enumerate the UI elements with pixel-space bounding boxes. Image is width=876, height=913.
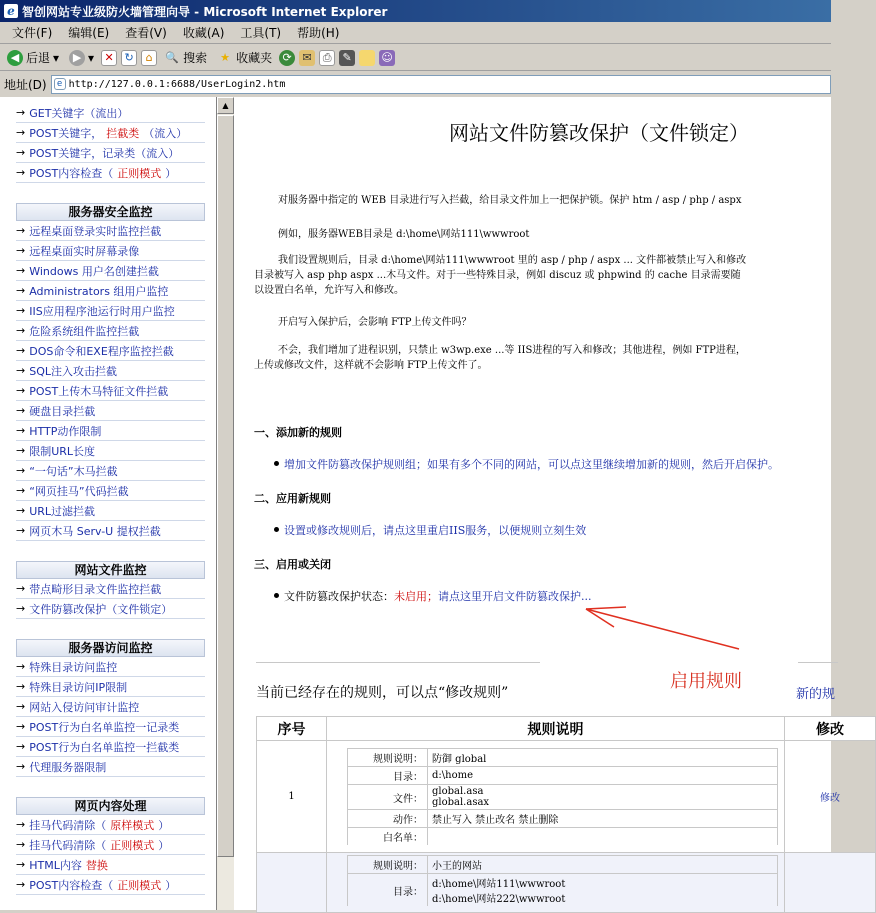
rule-file: global.asa [432,786,484,797]
sidebar-item-label: POST关键字， [29,126,103,140]
table-header-row [257,717,876,741]
sidebar-item[interactable] [16,241,205,261]
arrow-right-icon: → [16,838,26,851]
arrow-right-icon: → [16,384,26,397]
sidebar-item-label: 挂马代码清除（ [29,838,107,852]
rule-desc: 防御 global [428,749,778,767]
forward-button[interactable]: ▶ ▾ [66,50,97,66]
sidebar-gap [16,183,205,203]
menu-file[interactable]: 文件(F) [12,26,53,40]
sidebar-item-suffix: ） [158,818,170,832]
sidebar-item[interactable] [16,677,205,697]
sidebar-item-highlight: 拦截类 [106,126,140,140]
sidebar-item-highlight: 正则模式 [117,166,162,180]
section-apply-rule: 二、应用新规则 [254,492,331,505]
col-modify: 修改 [785,717,876,741]
arrow-right-icon: → [16,404,26,417]
annotation-arrow-icon [574,597,744,657]
sidebar-item-label: Administrators 组用户监控 [29,284,169,298]
sidebar-item-label: GET关键字（流出） [29,106,129,120]
sidebar-item-suffix: ） [165,166,177,180]
rule-dir: d:\home [428,767,778,785]
protection-status [284,588,592,604]
section-add-rule: 一、添加新的规则 [254,426,342,439]
arrow-right-icon: → [16,224,26,237]
sidebar-item[interactable] [16,579,205,599]
key-desc: 规则说明： [348,856,428,874]
divider-left [256,662,540,663]
restart-iis-link[interactable]: 设置或修改规则后，请点这里重启IIS服务，以便规则立刻生效 [284,524,587,537]
sidebar-item[interactable] [16,855,205,875]
sidebar-item[interactable] [16,697,205,717]
sidebar-item[interactable] [16,301,205,321]
address-label: 地址(D) [4,77,47,92]
intro-paragraph: 对服务器中指定的 WEB 目录进行写入拦截，给目录文件加上一把保护锁。保护 htm / asp / php / aspx [278,195,742,206]
search-button[interactable] [161,49,210,66]
sidebar-item[interactable] [16,737,205,757]
sidebar-item-label: 远程桌面登录实时监控拦截 [29,224,162,238]
sidebar-item[interactable] [16,717,205,737]
sidebar-item[interactable] [16,875,205,895]
back-button[interactable]: ◀ 后退 ▾ [4,49,62,66]
back-label: 后退 [26,51,51,65]
sidebar-gap [16,541,205,561]
arrow-right-icon: → [16,146,26,159]
menu-help[interactable]: 帮助(H) [297,26,340,40]
arrow-right-icon: → [16,660,26,673]
status-value: 未启用； [394,590,438,603]
rule-files [428,785,778,810]
arrow-right-icon: → [16,484,26,497]
sidebar-item-label: 挂马代码清除（ [29,818,107,832]
menu-view[interactable]: 查看(V) [125,26,167,40]
window-titlebar [0,0,831,22]
annotation-enable-rule: 启用规则 [670,671,742,692]
sidebar-item[interactable] [16,599,205,619]
table-row [257,741,876,853]
sidebar-item-label: 硬盘目录拦截 [29,404,96,418]
sidebar-item[interactable] [16,501,205,521]
sidebar-item[interactable] [16,261,205,281]
mail-icon[interactable]: ✉ [299,50,315,66]
sidebar-header-web: 网页内容处理 [16,797,205,815]
sidebar-scrollbar[interactable] [217,97,234,910]
sidebar-item[interactable] [16,461,205,481]
address-input[interactable] [51,75,831,94]
ie-icon: e [4,4,18,18]
arrow-right-icon: → [16,464,26,477]
sidebar-gap [16,619,205,639]
scroll-up-icon[interactable]: ▲ [217,97,234,114]
arrow-right-icon: → [16,602,26,615]
sidebar-item[interactable] [16,163,205,183]
col-no: 序号 [257,717,327,741]
edit-icon[interactable]: ✎ [339,50,355,66]
sidebar-item-label: 代理服务器限制 [29,760,107,774]
key-dir: 目录： [348,874,428,907]
key-desc: 规则说明： [348,749,428,767]
sidebar-item[interactable] [16,341,205,361]
sidebar-item[interactable] [16,361,205,381]
sidebar-item-label: SQL注入攻击拦截 [29,364,117,378]
arrow-right-icon: → [16,424,26,437]
existing-rules-caption: 当前已经存在的规则，可以点“修改规则” [256,685,509,701]
address-bar [0,72,831,96]
arrow-right-icon: → [16,264,26,277]
example-paragraph: 例如，服务器WEB目录是 d:\home\网站111\wwwroot [278,229,530,240]
sidebar-item[interactable] [16,281,205,301]
sidebar-item-label: 网站入侵访问审计监控 [29,700,140,714]
arrow-right-icon: → [16,324,26,337]
sidebar-item-label: Windows 用户名创建拦截 [29,264,159,278]
rule-file: global.asax [432,797,490,808]
sidebar-item[interactable] [16,657,205,677]
arrow-right-icon: → [16,680,26,693]
print-icon[interactable]: ⎙ [319,50,335,66]
sidebar-item-label: 文件防篡改保护（文件锁定） [29,602,173,616]
sidebar-item-highlight: 正则模式 [110,838,155,852]
divider-right [798,662,838,663]
forward-arrow-icon: ▶ [69,50,85,66]
section-enable: 三、启用或关闭 [254,558,331,571]
row-number: 1 [257,741,327,853]
arrow-right-icon: → [16,126,26,139]
modify-link[interactable]: 修改 [785,741,876,853]
sidebar-item-label: DOS命令和EXE程序监控拦截 [29,344,174,358]
search-label: 搜索 [183,51,208,65]
arrow-right-icon: → [16,760,26,773]
menu-edit[interactable]: 编辑(E) [68,26,110,40]
arrow-right-icon: → [16,504,26,517]
arrow-right-icon: → [16,344,26,357]
arrow-right-icon: → [16,878,26,891]
ftp-answer-2: 上传或修改文件，这样就不会影响 FTP上传文件了。 [254,360,488,371]
sidebar-item-label: 带点畸形目录文件监控拦截 [29,582,162,596]
arrow-right-icon: → [16,244,26,257]
key-files: 文件： [348,785,428,810]
rule-detail-cell [327,741,785,853]
search-icon: 🔍 [165,51,179,64]
sidebar-item-label: URL过滤拦截 [29,504,96,518]
sidebar-item[interactable] [16,521,205,541]
sidebar-item-label: 特殊目录访问IP限制 [29,680,128,694]
sidebar-item[interactable] [16,815,205,835]
enable-protection-link[interactable]: 请点这里开启文件防篡改保护... [438,590,592,603]
menu-bar [0,22,831,44]
sidebar-item[interactable] [16,321,205,341]
sidebar-item[interactable] [16,835,205,855]
sidebar-item-label: POST内容检查（ [29,166,114,180]
key-dir: 目录： [348,767,428,785]
page-icon: e [54,78,66,90]
arrow-right-icon: → [16,106,26,119]
rules-table [256,716,876,913]
rule-desc: 小王的网站 [428,856,778,874]
sidebar-header-server: 服务器安全监控 [16,203,205,221]
sidebar-item-label: POST上传木马特征文件拦截 [29,384,169,398]
main-content [234,97,844,910]
sidebar-item[interactable] [16,381,205,401]
sidebar-item[interactable] [16,481,205,501]
sidebar-item-label: POST行为白名单监控一记录类 [29,720,180,734]
sidebar-item-highlight: 原样模式 [110,818,155,832]
status-label: 文件防篡改保护状态： [284,590,394,603]
add-rule-link[interactable]: 增加文件防篡改保护规则组；如果有多个不同的网站，可以点这里继续增加新的规则，然后开启保护。 [284,458,779,471]
sidebar-item-label: POST行为白名单监控一拦截类 [29,740,180,754]
sidebar-item[interactable] [16,421,205,441]
new-rule-link[interactable]: 新的规 [796,687,836,702]
sidebar-item-label: 远程桌面实时屏幕录像 [29,244,140,258]
refresh-icon[interactable]: ↻ [121,50,137,66]
arrow-right-icon: → [16,700,26,713]
arrow-right-icon: → [16,166,26,179]
sidebar-item[interactable] [16,123,205,143]
col-desc: 规则说明 [327,717,785,741]
arrow-right-icon: → [16,444,26,457]
modify-cell [785,853,876,913]
detail-line-1: 我们设置规则后，目录 d:\home\网站111\wwwroot 里的 asp / php / aspx ... 文件都被禁止写入和修改 [278,255,747,266]
sidebar-item[interactable] [16,143,205,163]
address-url: http://127.0.0.1:6688/UserLogin2.htm [68,78,286,90]
arrow-right-icon: → [16,284,26,297]
rule-detail [347,855,778,906]
key-whitelist: 白名单： [348,828,428,846]
rule-dir: d:\home\网站111\wwwroot d:\home\网站222\wwwroot [428,874,778,907]
arrow-right-icon: → [16,582,26,595]
note-icon[interactable] [359,50,375,66]
sidebar-item[interactable] [16,221,205,241]
ftp-answer-1: 不会，我们增加了进程识别，只禁止 w3wp.exe ...等 IIS进程的写入和修改；其他进程，例如 FTP进程， [278,345,746,356]
ftp-question: 开启写入保护后，会影响 FTP上传文件吗？ [278,317,472,328]
home-icon[interactable]: ⌂ [141,50,157,66]
rule-action: 禁止写入 禁止改名 禁止删除 [428,810,778,828]
sidebar-header-file: 网站文件监控 [16,561,205,579]
sidebar-item-suffix: ） [158,838,170,852]
page-title: 网站文件防篡改保护（文件锁定） [449,121,749,145]
history-icon[interactable]: ⟳ [279,50,295,66]
arrow-right-icon: → [16,818,26,831]
window-title: 智创网站专业级防火墙管理向导 - Microsoft Internet Explorer [22,4,388,19]
sidebar-item-label: 危险系统组件监控拦截 [29,324,140,338]
arrow-right-icon: → [16,364,26,377]
sidebar-header-access: 服务器访问监控 [16,639,205,657]
back-arrow-icon: ◀ [7,50,23,66]
sidebar-item-highlight: 替换 [85,858,108,872]
sidebar-item-highlight: 正则模式 [117,878,162,892]
favorites-label: 收藏夹 [236,51,273,65]
sidebar-item[interactable] [16,401,205,421]
favorites-button[interactable] [214,49,275,66]
stop-icon[interactable]: ✕ [101,50,117,66]
scroll-thumb[interactable] [217,115,234,857]
key-action: 动作： [348,810,428,828]
sidebar-item-label: “一句话”木马拦截 [29,464,118,478]
menu-favorites[interactable]: 收藏(A) [182,26,225,40]
sidebar-item-label: IIS应用程序池运行时用户监控 [29,304,175,318]
sidebar-item-suffix: （流入） [143,126,188,140]
arrow-right-icon: → [16,858,26,871]
sidebar [0,97,217,910]
detail-line-2: 目录被写入 asp php aspx ...木马文件。对于一些特殊目录，例如 discuz 或 phpwind 的 cache 目录需要随 [254,270,741,281]
sidebar-item-label: HTTP动作限制 [29,424,102,438]
sidebar-item-label: 特殊目录访问监控 [29,660,118,674]
sidebar-item-label: HTML内容 [29,858,82,872]
sidebar-item-label: “网页挂马”代码拦截 [29,484,129,498]
star-icon: ★ [220,51,231,64]
detail-line-3: 以设置白名单，允许写入和修改。 [254,285,404,296]
row-number [257,853,327,913]
arrow-right-icon: → [16,304,26,317]
sidebar-item[interactable] [16,757,205,777]
arrow-right-icon: → [16,740,26,753]
table-row [257,853,876,913]
messenger-icon[interactable]: ☺ [379,50,395,66]
sidebar-item[interactable] [16,441,205,461]
sidebar-item-label: 网页木马 Serv-U 提权拦截 [29,524,161,538]
rule-detail-cell [327,853,785,913]
arrow-right-icon: → [16,720,26,733]
sidebar-gap [16,777,205,797]
sidebar-item-suffix: ） [165,878,177,892]
rule-detail [347,748,778,845]
arrow-right-icon: → [16,524,26,537]
sidebar-item-label: POST关键字，记录类（流入） [29,146,180,160]
rule-whitelist [428,828,778,846]
toolbar [0,45,831,71]
menu-tools[interactable]: 工具(T) [240,26,282,40]
sidebar-item-label: POST内容检查（ [29,878,114,892]
sidebar-item[interactable] [16,103,205,123]
sidebar-item-label: 限制URL长度 [29,444,96,458]
